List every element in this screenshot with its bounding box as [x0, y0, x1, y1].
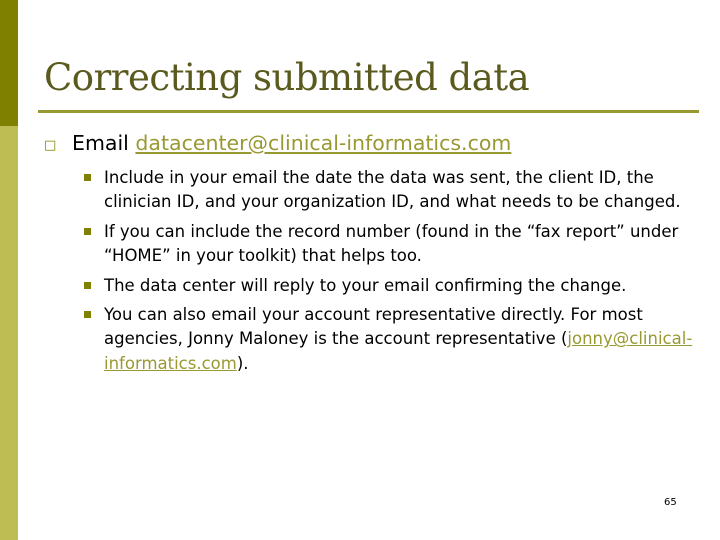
slide-title: Correcting submitted data — [44, 56, 530, 99]
sub-point-item — [84, 166, 694, 215]
title-divider — [38, 110, 699, 113]
sub-point-item — [84, 220, 694, 269]
email-label: Email — [72, 131, 129, 155]
sidebar-accent-dark — [0, 0, 18, 126]
page-number: 65 — [664, 497, 677, 508]
sub-point-text-before-link: You can also email your account representative directly. For most agencies, Jonny Maloney is the account representative ( — [104, 305, 643, 349]
sub-point-text-after-link: ). — [236, 353, 249, 373]
sidebar-accent-light — [0, 126, 18, 540]
square-bullet-icon: □ — [44, 138, 57, 153]
square-bullet-icon — [84, 228, 91, 235]
sub-point-text: The data center will reply to your email confirming the change. — [104, 275, 627, 295]
square-bullet-icon — [84, 174, 91, 181]
sub-point-item — [84, 303, 694, 376]
main-point — [72, 131, 511, 155]
sub-point-item — [84, 274, 694, 298]
sub-point-list — [84, 166, 694, 381]
square-bullet-icon — [84, 282, 91, 289]
sub-point-text: If you can include the record number (found in the “fax report” under “HOME” in your toolkit) that helps too. — [104, 221, 679, 266]
sub-point-text: Include in your email the date the data was sent, the client ID, the clinician ID, and your organization ID, and what needs to be changed. — [104, 168, 681, 212]
account-rep-email-link[interactable]: jonny@clinical-informatics.com — [104, 329, 693, 373]
datacenter-email-link[interactable]: datacenter@clinical-informatics.com — [135, 131, 512, 155]
square-bullet-icon — [84, 311, 91, 318]
